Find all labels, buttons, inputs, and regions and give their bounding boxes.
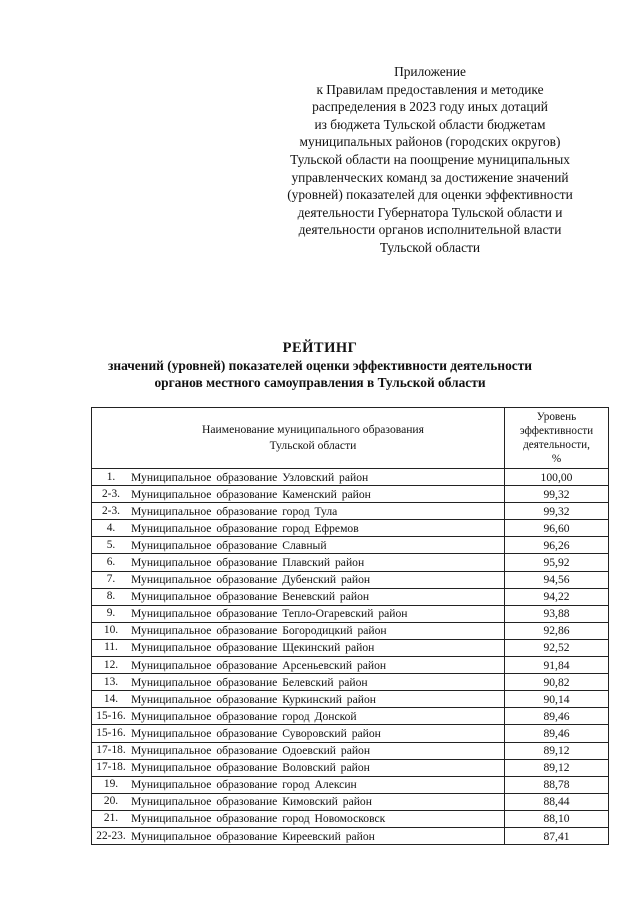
rank-cell: 4. xyxy=(92,520,131,537)
table-row xyxy=(92,588,609,605)
efficiency-value-cell: 94,56 xyxy=(505,571,609,588)
rating-table xyxy=(91,407,609,845)
rank-cell: 19. xyxy=(92,776,131,793)
efficiency-value-cell: 90,14 xyxy=(505,691,609,708)
rank-cell: 1. xyxy=(92,469,131,486)
efficiency-value-cell: 99,32 xyxy=(505,486,609,503)
table-row xyxy=(92,657,609,674)
efficiency-value-cell: 100,00 xyxy=(505,469,609,486)
header-municipality-name xyxy=(92,408,505,469)
municipality-name-cell: Муниципальное образование Богородицкий район xyxy=(130,622,505,639)
municipality-name-cell: Муниципальное образование город Тула xyxy=(130,503,505,520)
rank-cell: 20. xyxy=(92,793,131,810)
municipality-name-cell: Муниципальное образование Узловский район xyxy=(130,469,505,486)
municipality-name-cell: Муниципальное образование город Новомосковск xyxy=(130,810,505,827)
table-row xyxy=(92,776,609,793)
appendix-line: к Правилам предоставления и методике xyxy=(316,81,544,97)
appendix-line: из бюджета Тульской области бюджетам xyxy=(314,116,546,132)
header-name-line: Тульской области xyxy=(269,439,357,452)
rank-cell: 22-23. xyxy=(92,827,131,844)
table-row xyxy=(92,554,609,571)
table-row xyxy=(92,691,609,708)
appendix-line: деятельности органов исполнительной власти xyxy=(298,222,562,238)
rank-cell: 7. xyxy=(92,571,131,588)
efficiency-value-cell: 89,12 xyxy=(505,759,609,776)
table-row xyxy=(92,708,609,725)
appendix-line: муниципальных районов (городских округов) xyxy=(299,134,561,150)
header-level-line: Уровень xyxy=(536,411,577,423)
efficiency-value-cell: 90,82 xyxy=(505,674,609,691)
table-row xyxy=(92,571,609,588)
municipality-name-cell: Муниципальное образование Щекинский район xyxy=(130,639,505,656)
appendix-line: управленческих команд за достижение значений xyxy=(291,169,569,185)
rank-cell: 12. xyxy=(92,657,131,674)
document-title: РЕЙТИНГ xyxy=(282,340,358,356)
efficiency-value-cell: 92,52 xyxy=(505,639,609,656)
rank-cell: 17-18. xyxy=(92,759,131,776)
rank-cell: 15-16. xyxy=(92,708,131,725)
rank-cell: 15-16. xyxy=(92,725,131,742)
rank-cell: 17-18. xyxy=(92,742,131,759)
appendix-line: Тульской области на поощрение муниципальных xyxy=(290,151,570,167)
municipality-name-cell: Муниципальное образование город Ефремов xyxy=(130,520,505,537)
municipality-name-cell: Муниципальное образование Арсеньевский район xyxy=(130,657,505,674)
municipality-name-cell: Муниципальное образование Воловский район xyxy=(130,759,505,776)
rank-cell: 13. xyxy=(92,674,131,691)
rank-cell: 10. xyxy=(92,622,131,639)
efficiency-value-cell: 89,46 xyxy=(505,708,609,725)
efficiency-value-cell: 88,44 xyxy=(505,793,609,810)
efficiency-value-cell: 87,41 xyxy=(505,827,609,844)
subtitle-line-2: органов местного самоуправления в Тульской области xyxy=(154,375,486,390)
efficiency-value-cell: 94,22 xyxy=(505,588,609,605)
efficiency-value-cell: 89,12 xyxy=(505,742,609,759)
table-row xyxy=(92,793,609,810)
rank-cell: 9. xyxy=(92,605,131,622)
header-name-line: Наименование муниципального образования xyxy=(202,423,424,436)
table-row xyxy=(92,827,609,844)
rank-cell: 21. xyxy=(92,810,131,827)
rank-cell: 14. xyxy=(92,691,131,708)
table-row xyxy=(92,742,609,759)
header-efficiency-level xyxy=(505,408,609,469)
table-row xyxy=(92,469,609,486)
rank-cell: 6. xyxy=(92,554,131,571)
municipality-name-cell: Муниципальное образование город Алексин xyxy=(130,776,505,793)
table-header-row xyxy=(92,408,609,469)
subtitle-line-1: значений (уровней) показателей оценки эффективности деятельности xyxy=(108,358,532,373)
municipality-name-cell: Муниципальное образование Плавский район xyxy=(130,554,505,571)
efficiency-value-cell: 93,88 xyxy=(505,605,609,622)
table-row xyxy=(92,503,609,520)
rank-cell: 2-3. xyxy=(92,486,131,503)
rank-cell: 5. xyxy=(92,537,131,554)
table-row xyxy=(92,810,609,827)
municipality-name-cell: Муниципальное образование Суворовский район xyxy=(130,725,505,742)
rank-cell: 2-3. xyxy=(92,503,131,520)
table-row xyxy=(92,486,609,503)
efficiency-value-cell: 95,92 xyxy=(505,554,609,571)
table-row xyxy=(92,639,609,656)
municipality-name-cell: Муниципальное образование Тепло-Огаревский район xyxy=(130,605,505,622)
municipality-name-cell: Муниципальное образование Каменский район xyxy=(130,486,505,503)
municipality-name-cell: Муниципальное образование Славный xyxy=(130,537,505,554)
appendix-line: распределения в 2023 году иных дотаций xyxy=(312,99,548,115)
header-level-line: % xyxy=(551,453,562,465)
efficiency-value-cell: 88,78 xyxy=(505,776,609,793)
municipality-name-cell: Муниципальное образование Веневский район xyxy=(130,588,505,605)
municipality-name-cell: Муниципальное образование Куркинский район xyxy=(130,691,505,708)
municipality-name-cell: Муниципальное образование город Донской xyxy=(130,708,505,725)
appendix-line: (уровней) показателей для оценки эффективности xyxy=(287,187,573,203)
efficiency-value-cell: 89,46 xyxy=(505,725,609,742)
efficiency-value-cell: 92,86 xyxy=(505,622,609,639)
header-level-line: эффективности xyxy=(519,425,594,437)
appendix-line: Приложение xyxy=(394,64,466,79)
table-row xyxy=(92,759,609,776)
appendix-line: деятельности Губернатора Тульской области и xyxy=(297,204,563,220)
appendix-note xyxy=(260,63,600,257)
municipality-name-cell: Муниципальное образование Киреевский район xyxy=(130,827,505,844)
municipality-name-cell: Муниципальное образование Кимовский район xyxy=(130,793,505,810)
table-body xyxy=(92,469,609,845)
municipality-name-cell: Муниципальное образование Белевский район xyxy=(130,674,505,691)
efficiency-value-cell: 88,10 xyxy=(505,810,609,827)
table-row xyxy=(92,725,609,742)
efficiency-value-cell: 91,84 xyxy=(505,657,609,674)
table-row xyxy=(92,674,609,691)
table-row xyxy=(92,520,609,537)
rank-cell: 8. xyxy=(92,588,131,605)
table-row xyxy=(92,537,609,554)
municipality-name-cell: Муниципальное образование Дубенский район xyxy=(130,571,505,588)
header-level-line: деятельности, xyxy=(523,439,590,451)
table-row xyxy=(92,605,609,622)
table-row xyxy=(92,622,609,639)
efficiency-value-cell: 99,32 xyxy=(505,503,609,520)
municipality-name-cell: Муниципальное образование Одоевский район xyxy=(130,742,505,759)
efficiency-value-cell: 96,60 xyxy=(505,520,609,537)
rank-cell: 11. xyxy=(92,639,131,656)
efficiency-value-cell: 96,26 xyxy=(505,537,609,554)
document-subtitle xyxy=(60,357,580,391)
appendix-line: Тульской области xyxy=(379,239,481,255)
